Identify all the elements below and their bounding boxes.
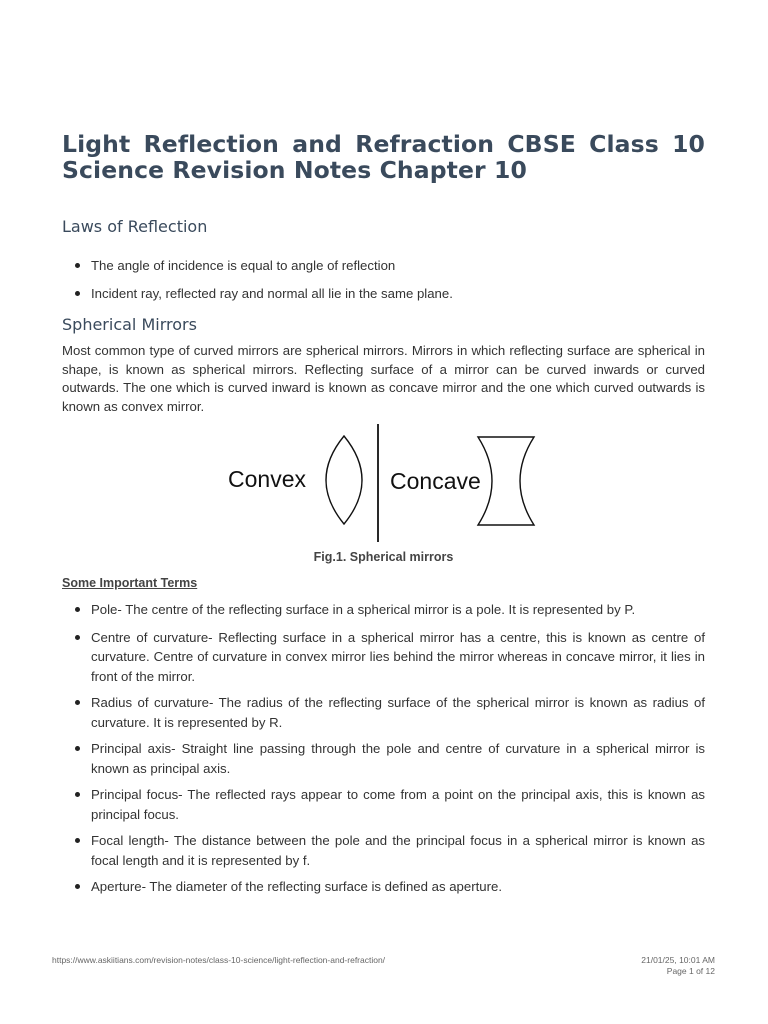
list-item: Focal length- The distance between the pole and the principal focus in a spherical mirror is known as focal length and it is represented by f. [62,831,705,870]
list-item: Principal focus- The reflected rays appear to come from a point on the principal axis, this is known as principal focus. [62,785,705,824]
list-item: Principal axis- Straight line passing through the pole and centre of curvature in a spherical mirror is known as principal axis. [62,739,705,778]
terms-list [62,600,705,897]
convex-lens-shape [326,436,362,524]
footer-url: https://www.askiitians.com/revision-notes/class-10-science/light-reflection-and-refraction/ [52,955,386,965]
footer-timestamp: 21/01/25, 10:01 AM [641,955,715,965]
list-item: Pole- The centre of the reflecting surface in a spherical mirror is a pole. It is represented by P. [62,600,705,620]
page-title: Light Reflection and Refraction CBSE Class 10 Science Revision Notes Chapter 10 [62,130,705,184]
list-item: Radius of curvature- The radius of the reflecting surface of the spherical mirror is known as radius of curvature. It is represented by R. [62,693,705,732]
list-item: The angle of incidence is equal to angle of reflection [62,256,705,276]
figure-caption: Fig.1. Spherical mirrors [313,550,454,564]
footer-meta [641,955,715,977]
list-item: Aperture- The diameter of the reflecting surface is defined as aperture. [62,877,705,897]
concave-lens-shape [478,437,534,525]
laws-heading: Laws of Reflection [62,217,208,236]
list-item: Centre of curvature- Reflecting surface in a spherical mirror has a centre, this is known as centre of curvature. Centre of curvature in convex mirror lies behind the mirror whereas in concave mirror, it lies in front of the mirror. [62,628,705,687]
list-item: Incident ray, reflected ray and normal all lie in the same plane. [62,284,705,304]
spherical-paragraph: Most common type of curved mirrors are spherical mirrors. Mirrors in which reflecting surface are spherical in shape, is known as spherical mirrors. Reflecting surface of a mirror can be curved inwards or curved outwards. The one which is curved inward is known as concave mirror and the one which curved outwards is known as convex mirror. [62,343,705,414]
footer-page-number: Page 1 of 12 [666,966,715,976]
concave-label: Concave [390,468,481,494]
terms-heading: Some Important Terms [62,576,198,590]
laws-list [62,256,705,303]
spherical-mirrors-figure [62,420,705,546]
convex-label: Convex [228,466,306,492]
spherical-heading: Spherical Mirrors [62,315,197,334]
